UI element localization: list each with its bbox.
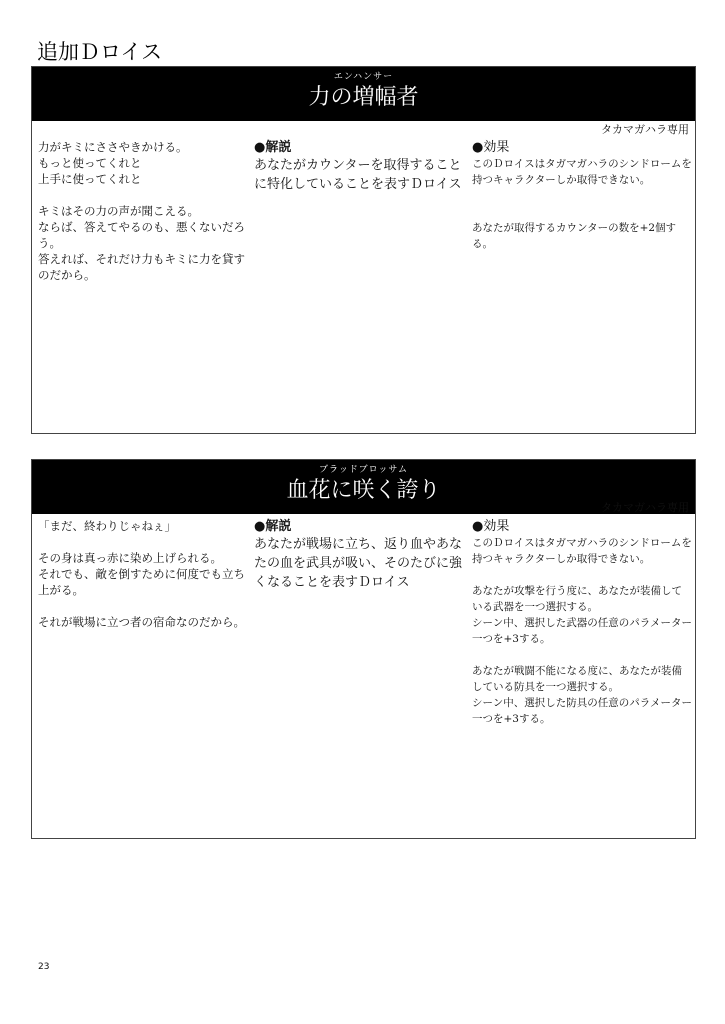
effect-text: このＤロイスはタガマガハラのシンドロームを持つキャラクターしか取得できない。 あなたが攻撃を行う度に、あなたが装備している武器を一つ選択する。 シーン中、選択した武器の任意のパラメーター一つを+3する。 あなたが戦闘不能になる度に、あなたが装備している防具を一つ選択する。 シーン中、選択した防具の任意のパラメーター一つを+3する。	[472, 537, 692, 725]
explanation-section	[254, 139, 466, 194]
card-name: 血花に咲く誇り	[286, 478, 441, 503]
card-name: 力の増幅者	[308, 85, 419, 110]
owner-row	[32, 121, 695, 137]
droi-card-enhancer	[31, 66, 696, 434]
card-owner: タカマガハラ専用	[601, 501, 689, 514]
page-title: 追加Ｄロイス	[37, 40, 163, 64]
card-name-ruby: エンハンサー	[333, 72, 394, 82]
effect-text: このＤロイスはタガマガハラのシンドロームを持つキャラクターしか取得できない。 あなたが取得するカウンターの数を+2個する。	[472, 158, 692, 250]
explanation-heading: ●解説	[254, 519, 292, 534]
effect-heading: ●効果	[472, 140, 510, 155]
droi-card-blood-blossom	[31, 459, 696, 839]
explanation-text: あなたが戦場に立ち、返り血やあなたの血を武具が吸い、そのたびに強くなることを表すＤロイス	[254, 537, 463, 590]
card-header	[32, 67, 695, 121]
page-number: 23	[38, 962, 50, 972]
explanation-text: あなたがカウンターを取得することに特化していることを表すＤロイス	[254, 158, 462, 192]
explanation-section	[254, 518, 468, 592]
card-owner: タカマガハラ専用	[601, 123, 689, 136]
card-name-ruby: ブラッドブロッサム	[319, 465, 408, 475]
card-header	[32, 460, 695, 514]
flavor-text: 力がキミにささやきかける。 もっと使ってくれと 上手に使ってくれと キミはその力の声が聞こえる。 ならば、答えてやるのも、悪くないだろう。 答えれば、それだけ力もキミに力を貸すのだから。	[38, 140, 245, 282]
effect-section	[472, 518, 692, 727]
effect-section	[472, 139, 692, 252]
flavor-text: 「まだ、終わりじゃねぇ」 その身は真っ赤に染め上げられる。 それでも、敵を倒すために何度でも立ち上がる。 それが戦場に立つ者の宿命なのだから。	[38, 519, 245, 629]
effect-heading: ●効果	[472, 519, 510, 534]
explanation-heading: ●解説	[254, 140, 292, 155]
